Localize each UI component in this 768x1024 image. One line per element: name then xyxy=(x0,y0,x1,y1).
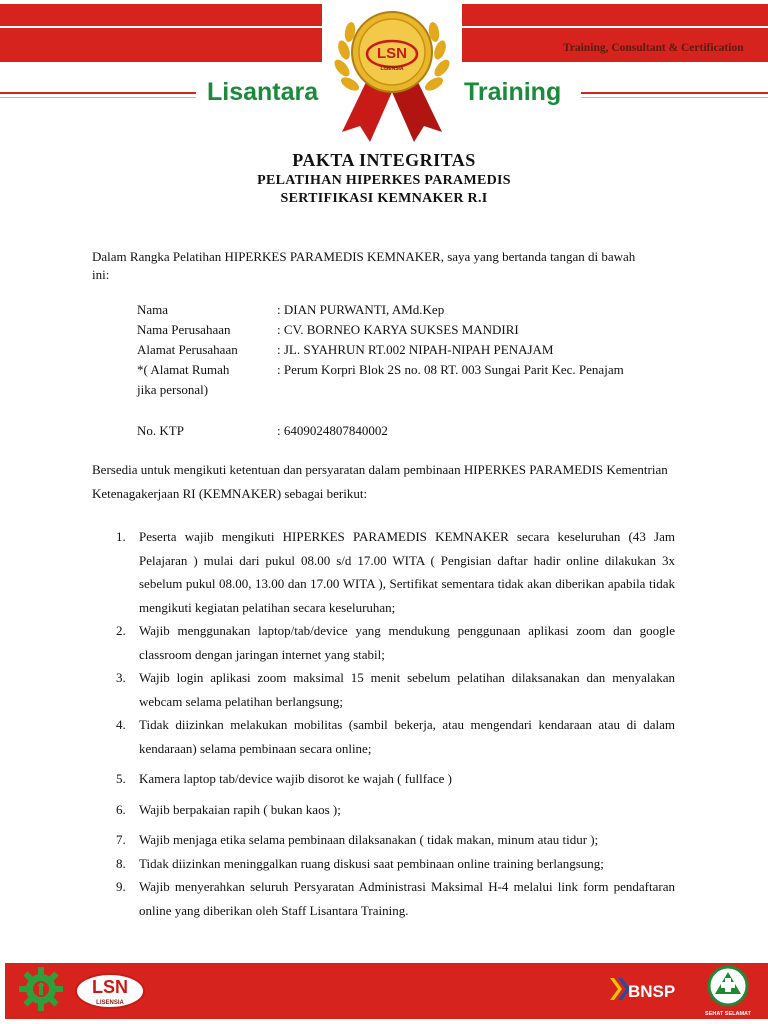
list-number: 6. xyxy=(116,801,126,817)
gear-icon xyxy=(18,966,64,1012)
identity-label: Nama Perusahaan xyxy=(137,322,231,337)
identity-label: Nama xyxy=(137,302,169,317)
ktp-label: No. KTP xyxy=(137,423,184,438)
lisensia-logo-icon xyxy=(72,966,148,1012)
svg-text:BNSP: BNSP xyxy=(628,982,676,1001)
identity-value: : JL. SYAHRUN RT.002 NIPAH-NIPAH PENAJAM xyxy=(277,342,554,357)
list-number: 8. xyxy=(116,855,126,871)
brand-name-right: Training xyxy=(464,78,562,106)
list-item xyxy=(92,713,675,760)
svg-text:LISENSIA: LISENSIA xyxy=(96,1000,124,1006)
ktp-value: : 6409024807840002 xyxy=(277,423,388,438)
document-subtitle: PELATIHAN HIPERKES PARAMEDIS xyxy=(257,173,511,188)
list-item xyxy=(92,666,675,713)
document-subtitle: SERTIFIKASI KEMNAKER R.I xyxy=(280,191,488,206)
brand-rule-right-thin xyxy=(581,97,768,98)
k3-safety-logo-icon xyxy=(705,964,751,1018)
svg-text:LSN: LSN xyxy=(377,45,407,62)
identity-row xyxy=(137,320,677,340)
svg-text:SEHAT SELAMAT: SEHAT SELAMAT xyxy=(705,1011,751,1017)
list-number: 5. xyxy=(116,771,126,786)
intro-paragraph: Dalam Rangka Pelatihan HIPERKES PARAMEDIS KEMNAKER, saya yang bertanda tangan di bawah ini: xyxy=(92,249,636,282)
list-number: 3. xyxy=(116,670,126,685)
identity-list xyxy=(137,300,677,400)
rules-list xyxy=(92,525,675,922)
list-text: Peserta wajib mengikuti HIPERKES PARAMEDIS KEMNAKER secara keseluruhan (43 Jam Pelajaran ) mulai dari pukul 08.00 s/d 17.00 WITA ( Pengisian daftar hadir online dilakukan 3x sebelum pukul 08.00, 13.00 dan 17.00 WITA ), Sertifikat sementara tidak akan diberikan apabila tidak mengikuti kegiatan pelatihan secara keseluruhan; xyxy=(139,529,675,615)
list-item xyxy=(92,852,675,876)
identity-value: : DIAN PURWANTI, AMd.Kep xyxy=(277,302,445,317)
identity-row xyxy=(137,360,677,380)
list-item xyxy=(92,767,675,791)
identity-value xyxy=(277,380,677,400)
identity-label: jika personal) xyxy=(137,382,209,397)
brand-name-left: Lisantara xyxy=(207,78,319,106)
identity-value: : Perum Korpri Blok 2S no. 08 RT. 003 Sungai Parit Kec. Penajam xyxy=(277,362,624,377)
medal-logo-icon xyxy=(322,0,462,150)
list-number: 1. xyxy=(116,529,126,544)
identity-row xyxy=(137,340,677,360)
list-text: Kamera laptop tab/device wajib disorot ke wajah ( fullface ) xyxy=(139,771,452,786)
header-divider-line xyxy=(0,26,322,28)
identity-value: : CV. BORNEO KARYA SUKSES MANDIRI xyxy=(277,322,519,337)
list-number: 7. xyxy=(116,832,126,847)
identity-label: *( Alamat Rumah xyxy=(137,362,230,377)
header-red-band-left xyxy=(0,4,322,62)
list-number: 9. xyxy=(116,879,126,894)
list-text: Wajib menjaga etika selama pembinaan dilaksanakan ( tidak makan, minum atau tidur ); xyxy=(139,832,599,847)
list-text: Wajib menyerahkan seluruh Persyaratan Administrasi Maksimal H-4 melalui link form pendaftaran online yang diberikan oleh Staff Lisantara Training. xyxy=(139,879,675,918)
list-text: Wajib login aplikasi zoom maksimal 15 menit sebelum pelatihan dilaksanakan dan menyalakan webcam selama pelatihan berlangsung; xyxy=(139,670,675,709)
svg-text:LISENSIA: LISENSIA xyxy=(380,66,404,72)
list-number: 4. xyxy=(116,717,126,732)
identity-row xyxy=(137,380,677,400)
document-title-block xyxy=(0,150,768,207)
identity-label: Alamat Perusahaan xyxy=(137,342,238,357)
list-text: Tidak diizinkan meninggalkan ruang diskusi saat pembinaan online training berlangsung; xyxy=(139,855,604,871)
header-divider-line xyxy=(462,26,768,28)
brand-rule-left-thin xyxy=(0,97,196,98)
list-item xyxy=(92,798,675,822)
list-item xyxy=(92,619,675,666)
svg-text:LSN: LSN xyxy=(92,977,128,997)
agreement-paragraph: Bersedia untuk mengikuti ketentuan dan persyaratan dalam pembinaan HIPERKES PARAMEDIS Kementrian Ketenagakerjaan RI (KEMNAKER) sebagai berikut: xyxy=(92,462,668,501)
list-item xyxy=(92,828,675,852)
list-item xyxy=(92,525,675,619)
brand-rule-left xyxy=(0,92,196,94)
document-title: PAKTA INTEGRITAS xyxy=(292,150,476,170)
bnsp-logo-icon xyxy=(604,972,694,1006)
identity-row xyxy=(137,300,677,320)
brand-rule-right xyxy=(581,92,768,94)
list-number: 2. xyxy=(116,623,126,638)
list-text: Wajib menggunakan laptop/tab/device yang mendukung penggunaan aplikasi zoom dan google classroom dengan jaringan internet yang stabil; xyxy=(139,623,675,662)
list-item xyxy=(92,875,675,922)
list-text: Wajib berpakaian rapih ( bukan kaos ); xyxy=(139,801,341,817)
header-tagline: Training, Consultant & Certification xyxy=(563,42,744,54)
list-text: Tidak diizinkan melakukan mobilitas (sambil bekerja, atau mengendari kendaraan atau di dalam kendaraan) selama pembinaan secara online; xyxy=(139,717,675,756)
ktp-row xyxy=(137,421,677,441)
